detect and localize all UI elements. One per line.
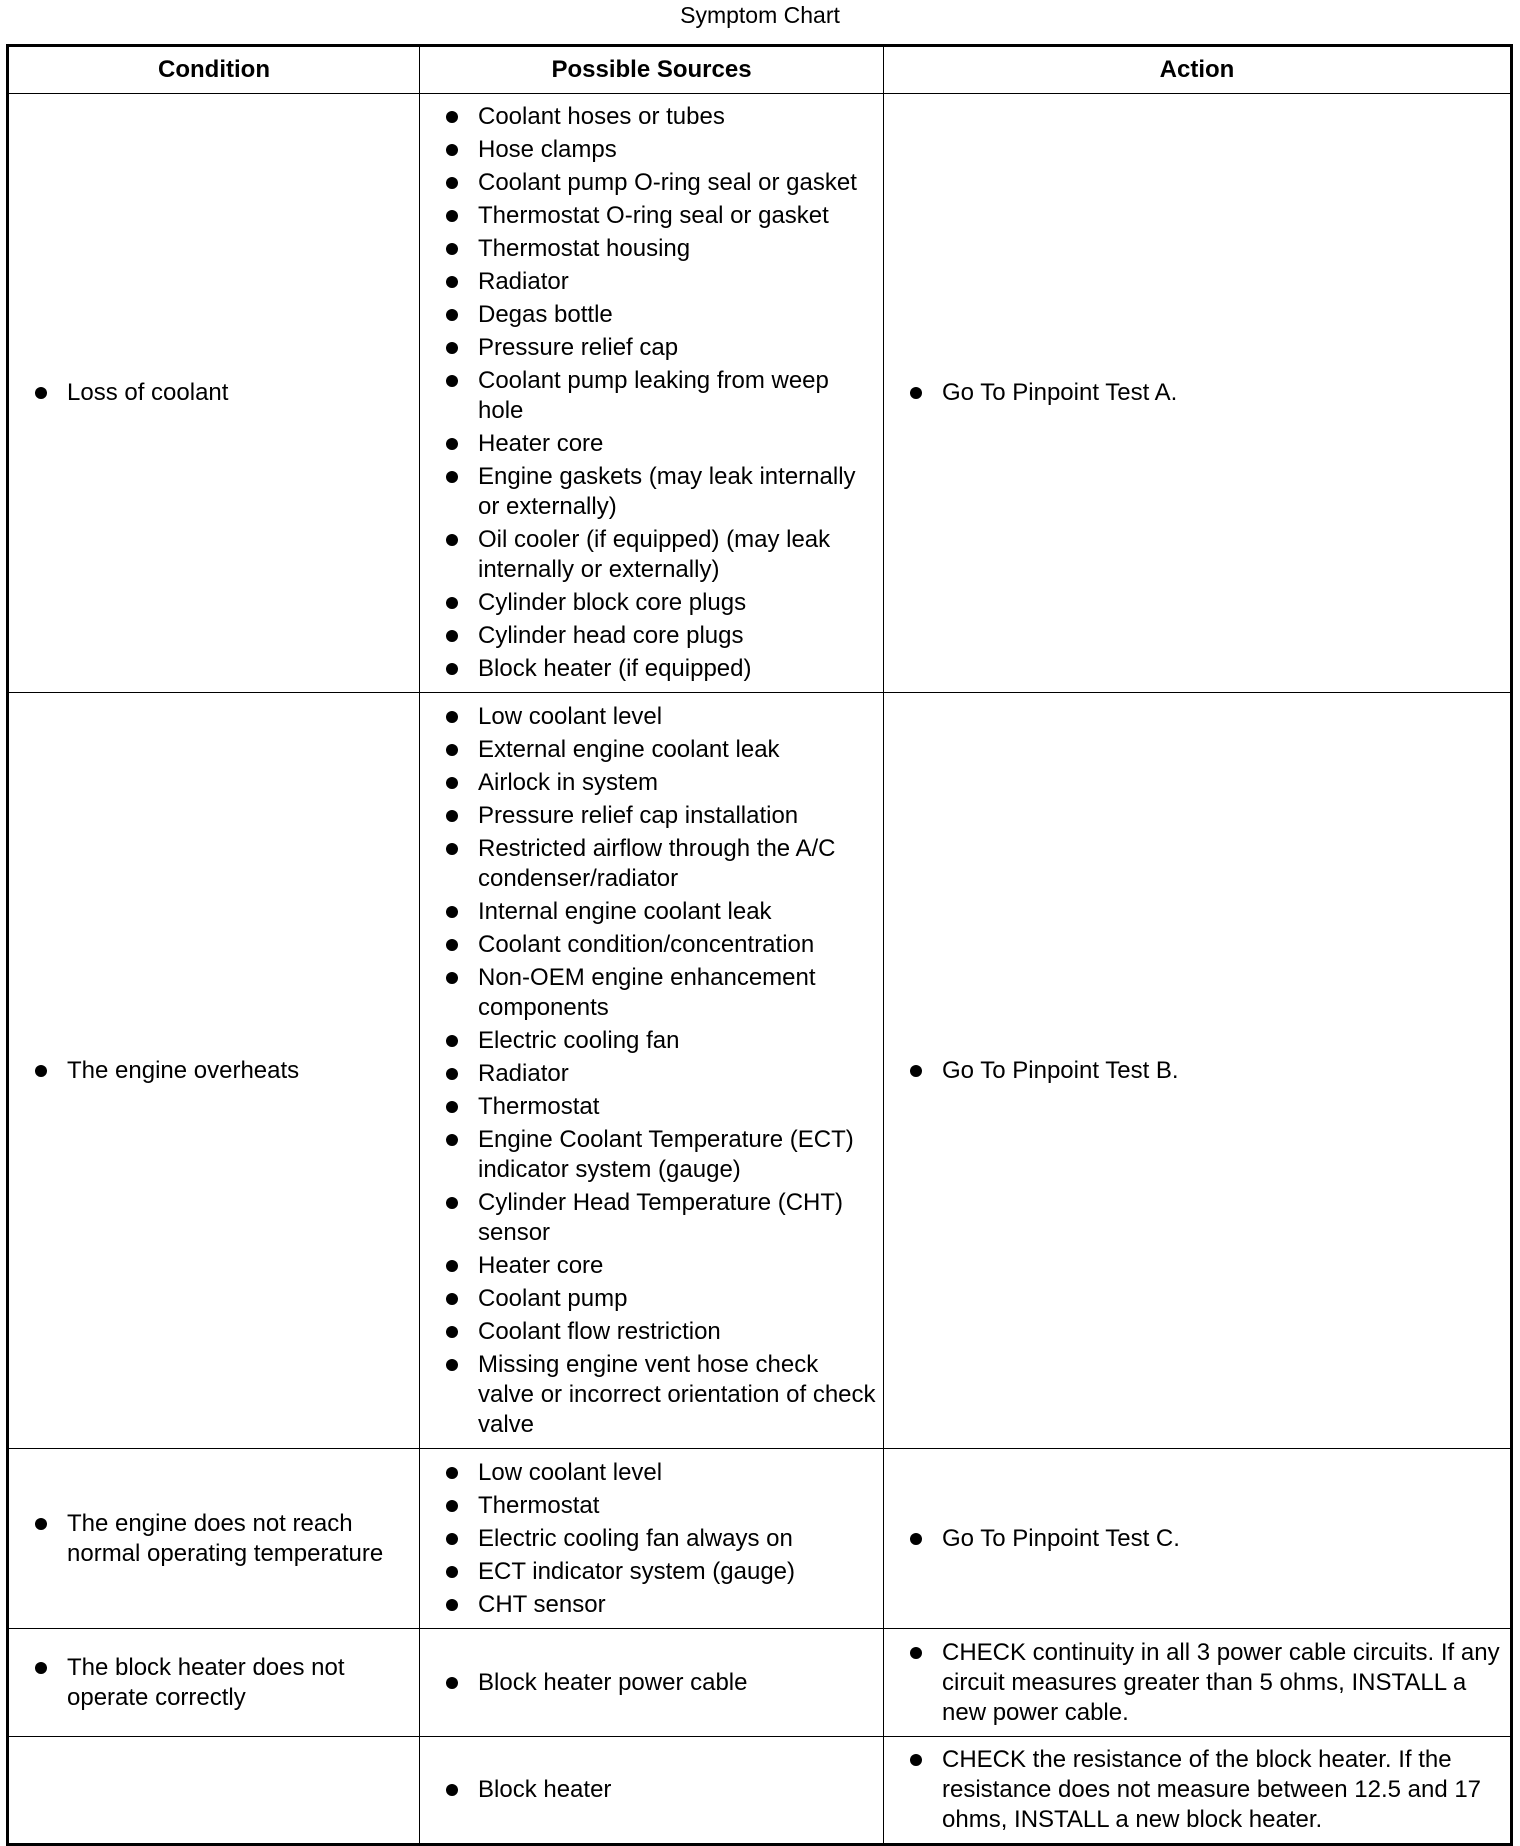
source-item xyxy=(420,1188,883,1248)
action-item-text: CHECK the resistance of the block heater. If the resistance does not measure between 12.5 and 17 ohms, INSTALL a new block heater. xyxy=(942,1746,1482,1833)
action-cell xyxy=(884,1737,1512,1845)
bullet-icon xyxy=(446,1197,458,1209)
condition-list xyxy=(9,378,419,408)
bullet-icon xyxy=(910,1754,922,1766)
source-item xyxy=(420,588,883,618)
condition-item-text: Loss of coolant xyxy=(67,379,229,406)
bullet-icon xyxy=(910,1647,922,1659)
condition-item xyxy=(9,1653,419,1713)
condition-item xyxy=(9,1056,419,1086)
bullet-icon xyxy=(446,810,458,822)
sources-header: Possible Sources xyxy=(420,46,884,94)
action-item xyxy=(884,378,1510,408)
source-item xyxy=(420,801,883,831)
sources-cell xyxy=(420,94,884,693)
bullet-icon xyxy=(446,111,458,123)
bullet-icon xyxy=(446,1035,458,1047)
source-item-text: Non-OEM engine enhancement components xyxy=(478,963,816,1021)
sources-list xyxy=(420,102,883,684)
bullet-icon xyxy=(446,1677,458,1689)
bullet-icon xyxy=(446,276,458,288)
source-item xyxy=(420,1092,883,1122)
source-item xyxy=(420,366,883,426)
bullet-icon xyxy=(446,1260,458,1272)
bullet-icon xyxy=(910,1533,922,1545)
source-item-text: Thermostat housing xyxy=(478,235,691,262)
bullet-icon xyxy=(446,1500,458,1512)
source-item xyxy=(420,897,883,927)
bullet-icon xyxy=(446,744,458,756)
bullet-icon xyxy=(446,309,458,321)
source-item-text: Oil cooler (if equipped) (may leak internally or externally) xyxy=(478,526,831,583)
source-item xyxy=(420,1590,883,1620)
action-item xyxy=(884,1745,1510,1835)
source-item xyxy=(420,1775,883,1805)
source-item xyxy=(420,102,883,132)
bullet-icon xyxy=(446,777,458,789)
source-item xyxy=(420,135,883,165)
action-item-text: Go To Pinpoint Test B. xyxy=(942,1056,1179,1084)
source-item-text: Degas bottle xyxy=(478,301,613,328)
source-item-text: Airlock in system xyxy=(478,768,659,796)
source-item xyxy=(420,930,883,960)
source-item xyxy=(420,234,883,264)
bullet-icon xyxy=(446,1326,458,1338)
chart-body xyxy=(8,94,1512,1845)
sources-cell xyxy=(420,1449,884,1629)
condition-item-text: The engine does not reach normal operating temperature xyxy=(67,1509,384,1567)
action-list xyxy=(884,378,1510,408)
bullet-icon xyxy=(35,1518,47,1530)
bullet-icon xyxy=(35,1662,47,1674)
source-item xyxy=(420,702,883,732)
sources-cell xyxy=(420,1629,884,1737)
source-item-text: Heater core xyxy=(478,1251,604,1279)
symptom-row xyxy=(8,693,1512,1449)
source-item xyxy=(420,300,883,330)
source-item-text: Block heater power cable xyxy=(478,1668,748,1696)
symptom-row xyxy=(8,1449,1512,1629)
source-item xyxy=(420,201,883,231)
bullet-icon xyxy=(446,375,458,387)
source-item-text: Thermostat xyxy=(478,1491,600,1519)
sources-list xyxy=(420,1775,883,1805)
sources-list xyxy=(420,702,883,1440)
bullet-icon xyxy=(446,534,458,546)
condition-list xyxy=(9,1509,419,1569)
action-cell xyxy=(884,1449,1512,1629)
bullet-icon xyxy=(446,843,458,855)
condition-cell xyxy=(8,94,420,693)
bullet-icon xyxy=(446,972,458,984)
bullet-icon xyxy=(446,1533,458,1545)
bullet-icon xyxy=(35,1065,47,1077)
source-item xyxy=(420,1350,883,1440)
bullet-icon xyxy=(446,471,458,483)
source-item-text: Thermostat O-ring seal or gasket xyxy=(478,202,829,229)
source-item-text: Radiator xyxy=(478,268,569,295)
source-item-text: Low coolant level xyxy=(478,702,663,730)
source-item xyxy=(420,1458,883,1488)
source-item-text: Coolant condition/concentration xyxy=(478,930,815,958)
action-cell xyxy=(884,1629,1512,1737)
source-item xyxy=(420,1125,883,1185)
source-item xyxy=(420,462,883,522)
action-list xyxy=(884,1524,1510,1554)
action-cell xyxy=(884,94,1512,693)
bullet-icon xyxy=(446,1068,458,1080)
sources-cell xyxy=(420,693,884,1449)
action-cell xyxy=(884,693,1512,1449)
condition-cell xyxy=(8,1629,420,1737)
bullet-icon xyxy=(446,1293,458,1305)
source-item xyxy=(420,429,883,459)
condition-cell xyxy=(8,1737,420,1845)
source-item xyxy=(420,963,883,1023)
bullet-icon xyxy=(446,1566,458,1578)
source-item-text: Coolant pump leaking from weep hole xyxy=(478,367,829,424)
source-item xyxy=(420,1557,883,1587)
condition-list xyxy=(9,1653,419,1713)
source-item xyxy=(420,525,883,585)
source-item xyxy=(420,1026,883,1056)
source-item-text: Cylinder Head Temperature (CHT) sensor xyxy=(478,1188,844,1246)
symptom-row xyxy=(8,94,1512,693)
source-item-text: Pressure relief cap installation xyxy=(478,801,799,829)
action-item xyxy=(884,1056,1510,1086)
bullet-icon xyxy=(446,1359,458,1371)
bullet-icon xyxy=(446,597,458,609)
bullet-icon xyxy=(446,663,458,675)
bullet-icon xyxy=(446,1599,458,1611)
condition-item xyxy=(9,378,419,408)
source-item-text: Block heater xyxy=(478,1776,612,1803)
action-item xyxy=(884,1638,1510,1728)
source-item-text: Electric cooling fan always on xyxy=(478,1524,793,1552)
bullet-icon xyxy=(446,939,458,951)
sources-list xyxy=(420,1458,883,1620)
source-item-text: Cylinder block core plugs xyxy=(478,589,747,616)
source-item xyxy=(420,1524,883,1554)
source-item-text: Coolant pump xyxy=(478,1284,628,1312)
bullet-icon xyxy=(35,387,47,399)
source-item-text: Engine gaskets (may leak internally or externally) xyxy=(478,463,856,520)
bullet-icon xyxy=(446,1784,458,1796)
source-item-text: CHT sensor xyxy=(478,1590,606,1618)
source-item xyxy=(420,735,883,765)
condition-item-text: The block heater does not operate correctly xyxy=(67,1653,345,1711)
bullet-icon xyxy=(446,243,458,255)
symptom-chart-table xyxy=(6,44,1513,1846)
source-item-text: Engine Coolant Temperature (ECT) indicator system (gauge) xyxy=(478,1125,854,1183)
action-item xyxy=(884,1524,1510,1554)
sources-list xyxy=(420,1668,883,1698)
source-item-text: Restricted airflow through the A/C condenser/radiator xyxy=(478,834,836,892)
action-list xyxy=(884,1745,1510,1835)
condition-item-text: The engine overheats xyxy=(67,1056,300,1084)
condition-list xyxy=(9,1056,419,1086)
bullet-icon xyxy=(446,630,458,642)
source-item-text: Coolant pump O-ring seal or gasket xyxy=(478,169,857,196)
source-item-text: External engine coolant leak xyxy=(478,735,780,763)
bullet-icon xyxy=(446,144,458,156)
bullet-icon xyxy=(910,387,922,399)
source-item xyxy=(420,1251,883,1281)
condition-header: Condition xyxy=(8,46,420,94)
condition-cell xyxy=(8,1449,420,1629)
source-item xyxy=(420,768,883,798)
bullet-icon xyxy=(446,906,458,918)
source-item-text: Thermostat xyxy=(478,1092,600,1120)
source-item xyxy=(420,1284,883,1314)
source-item-text: ECT indicator system (gauge) xyxy=(478,1557,796,1585)
condition-item xyxy=(9,1509,419,1569)
source-item xyxy=(420,1059,883,1089)
source-item xyxy=(420,333,883,363)
source-item-text: Internal engine coolant leak xyxy=(478,897,772,925)
symptom-row xyxy=(8,1737,1512,1845)
source-item xyxy=(420,1491,883,1521)
source-item xyxy=(420,1317,883,1347)
bullet-icon xyxy=(446,711,458,723)
source-item xyxy=(420,654,883,684)
bullet-icon xyxy=(446,438,458,450)
bullet-icon xyxy=(446,1101,458,1113)
bullet-icon xyxy=(446,210,458,222)
source-item-text: Coolant flow restriction xyxy=(478,1317,721,1345)
bullet-icon xyxy=(446,1467,458,1479)
source-item xyxy=(420,267,883,297)
symptom-row xyxy=(8,1629,1512,1737)
source-item-text: Missing engine vent hose check valve or incorrect orientation of check valve xyxy=(478,1350,876,1438)
source-item xyxy=(420,1668,883,1698)
action-header: Action xyxy=(884,46,1512,94)
source-item-text: Block heater (if equipped) xyxy=(478,655,752,682)
source-item xyxy=(420,834,883,894)
bullet-icon xyxy=(446,342,458,354)
source-item-text: Coolant hoses or tubes xyxy=(478,103,725,130)
action-item-text: Go To Pinpoint Test A. xyxy=(942,379,1178,406)
action-item-text: Go To Pinpoint Test C. xyxy=(942,1524,1180,1552)
source-item-text: Pressure relief cap xyxy=(478,334,679,361)
source-item xyxy=(420,621,883,651)
source-item-text: Hose clamps xyxy=(478,136,617,163)
bullet-icon xyxy=(446,177,458,189)
action-item-text: CHECK continuity in all 3 power cable circuits. If any circuit measures greater than 5 ohms, INSTALL a new power cable. xyxy=(942,1638,1500,1726)
header-row xyxy=(8,46,1512,94)
action-list xyxy=(884,1056,1510,1086)
sources-cell xyxy=(420,1737,884,1845)
source-item-text: Radiator xyxy=(478,1059,569,1087)
condition-cell xyxy=(8,693,420,1449)
source-item-text: Electric cooling fan xyxy=(478,1026,680,1054)
action-list xyxy=(884,1638,1510,1728)
source-item xyxy=(420,168,883,198)
source-item-text: Cylinder head core plugs xyxy=(478,622,744,649)
source-item-text: Low coolant level xyxy=(478,1458,663,1486)
bullet-icon xyxy=(910,1065,922,1077)
bullet-icon xyxy=(446,1134,458,1146)
chart-caption: Symptom Chart xyxy=(680,2,840,28)
source-item-text: Heater core xyxy=(478,430,604,457)
